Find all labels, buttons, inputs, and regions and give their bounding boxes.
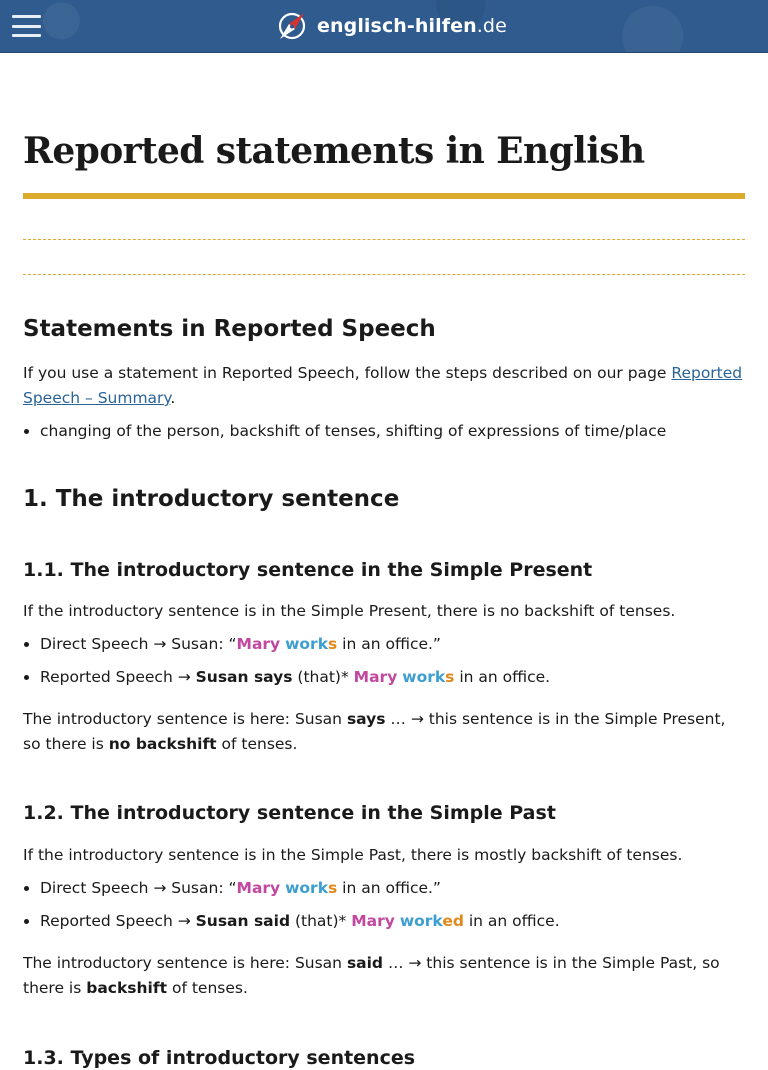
statements-list — [23, 419, 745, 444]
list-item-direct-speech — [40, 876, 745, 901]
simple-present-examples — [23, 632, 745, 690]
page-title: Reported statements in English — [23, 130, 645, 172]
article — [0, 53, 768, 1070]
verb-stem-highlight: work — [285, 635, 329, 653]
divider — [23, 274, 745, 275]
note-text: … → this sentence is in the Simple Past, so there is — [23, 954, 720, 997]
example-prefix: Reported Speech → — [40, 912, 196, 930]
verb-ending-highlight: s — [445, 668, 455, 686]
site-name — [317, 15, 507, 37]
menu-icon-line — [12, 15, 41, 18]
verb-ending-highlight: s — [328, 879, 338, 897]
note-text: … → this sentence is in the Simple Present, so there is — [23, 710, 726, 753]
verb-ending-highlight: ed — [442, 912, 464, 930]
divider — [23, 239, 745, 240]
example-rest: in an office.” — [337, 879, 441, 897]
subsection-heading-types: 1.3. Types of introductory sentences — [23, 1047, 416, 1069]
note-text: The introductory sentence is here: Susan — [23, 954, 347, 972]
optional-that: (that)* — [292, 668, 354, 686]
site-logo-link[interactable] — [275, 8, 507, 44]
note-text: The introductory sentence is here: Susan — [23, 710, 347, 728]
list-item-direct-speech — [40, 632, 745, 657]
note-bold: no backshift — [108, 735, 217, 753]
optional-that: (that)* — [290, 912, 352, 930]
intro-end: . — [170, 389, 176, 407]
introductory-phrase: Susan says — [195, 668, 293, 686]
list-item-reported-speech — [40, 909, 745, 934]
note-bold: said — [346, 954, 384, 972]
subsection-heading-simple-past: 1.2. The introductory sentence in the Simple Past — [23, 802, 556, 824]
subject-highlight: Mary — [236, 879, 281, 897]
example-rest: in an office. — [463, 912, 560, 930]
compass-logo-icon — [275, 9, 309, 43]
simple-present-intro: If the introductory sentence is in the Simple Present, there is no backshift of tenses. — [23, 602, 676, 620]
subject-highlight: Mary — [353, 668, 398, 686]
example-prefix: Direct Speech → Susan: “ — [40, 635, 237, 653]
simple-past-examples — [23, 876, 745, 934]
subject-highlight: Mary — [351, 912, 395, 930]
verb-ending-highlight: s — [328, 635, 338, 653]
menu-icon-line — [12, 25, 41, 28]
example-prefix: Reported Speech → — [40, 668, 196, 686]
example-prefix: Direct Speech → Susan: “ — [40, 879, 237, 897]
site-name-main: englisch-hilfen — [317, 15, 477, 37]
verb-stem-highlight: work — [285, 879, 329, 897]
simple-present-note — [23, 707, 745, 757]
note-text: of tenses. — [167, 979, 248, 997]
summary-link[interactable]: Reported Speech – Summary — [23, 364, 743, 407]
simple-past-intro: If the introductory sentence is in the Simple Past, there is mostly backshift of tenses. — [23, 846, 683, 864]
verb-stem-highlight: work — [399, 912, 443, 930]
subject-highlight: Mary — [236, 635, 281, 653]
note-bold: backshift — [86, 979, 168, 997]
statements-intro — [23, 361, 745, 411]
top-navigation-bar — [0, 0, 768, 53]
introductory-phrase: Susan said — [195, 912, 291, 930]
simple-past-note — [23, 951, 745, 1001]
example-rest: in an office. — [454, 668, 551, 686]
list-item: • changing of the person, backshift of tenses, shifting of expressions of time/place — [40, 419, 745, 444]
menu-icon[interactable] — [12, 15, 41, 37]
menu-icon-line — [12, 34, 41, 37]
section-heading-introductory: 1. The introductory sentence — [23, 486, 400, 512]
title-underline — [23, 193, 745, 199]
list-item-reported-speech — [40, 665, 745, 690]
section-heading-statements: Statements in Reported Speech — [23, 316, 436, 342]
verb-stem-highlight: work — [402, 668, 446, 686]
subsection-heading-simple-present: 1.1. The introductory sentence in the Simple Present — [23, 559, 593, 581]
note-text: of tenses. — [216, 735, 298, 753]
intro-text: If you use a statement in Reported Speech, follow the steps described on our page — [23, 364, 672, 382]
site-name-tld: .de — [476, 15, 507, 37]
note-bold: says — [346, 710, 386, 728]
example-rest: in an office.” — [337, 635, 441, 653]
